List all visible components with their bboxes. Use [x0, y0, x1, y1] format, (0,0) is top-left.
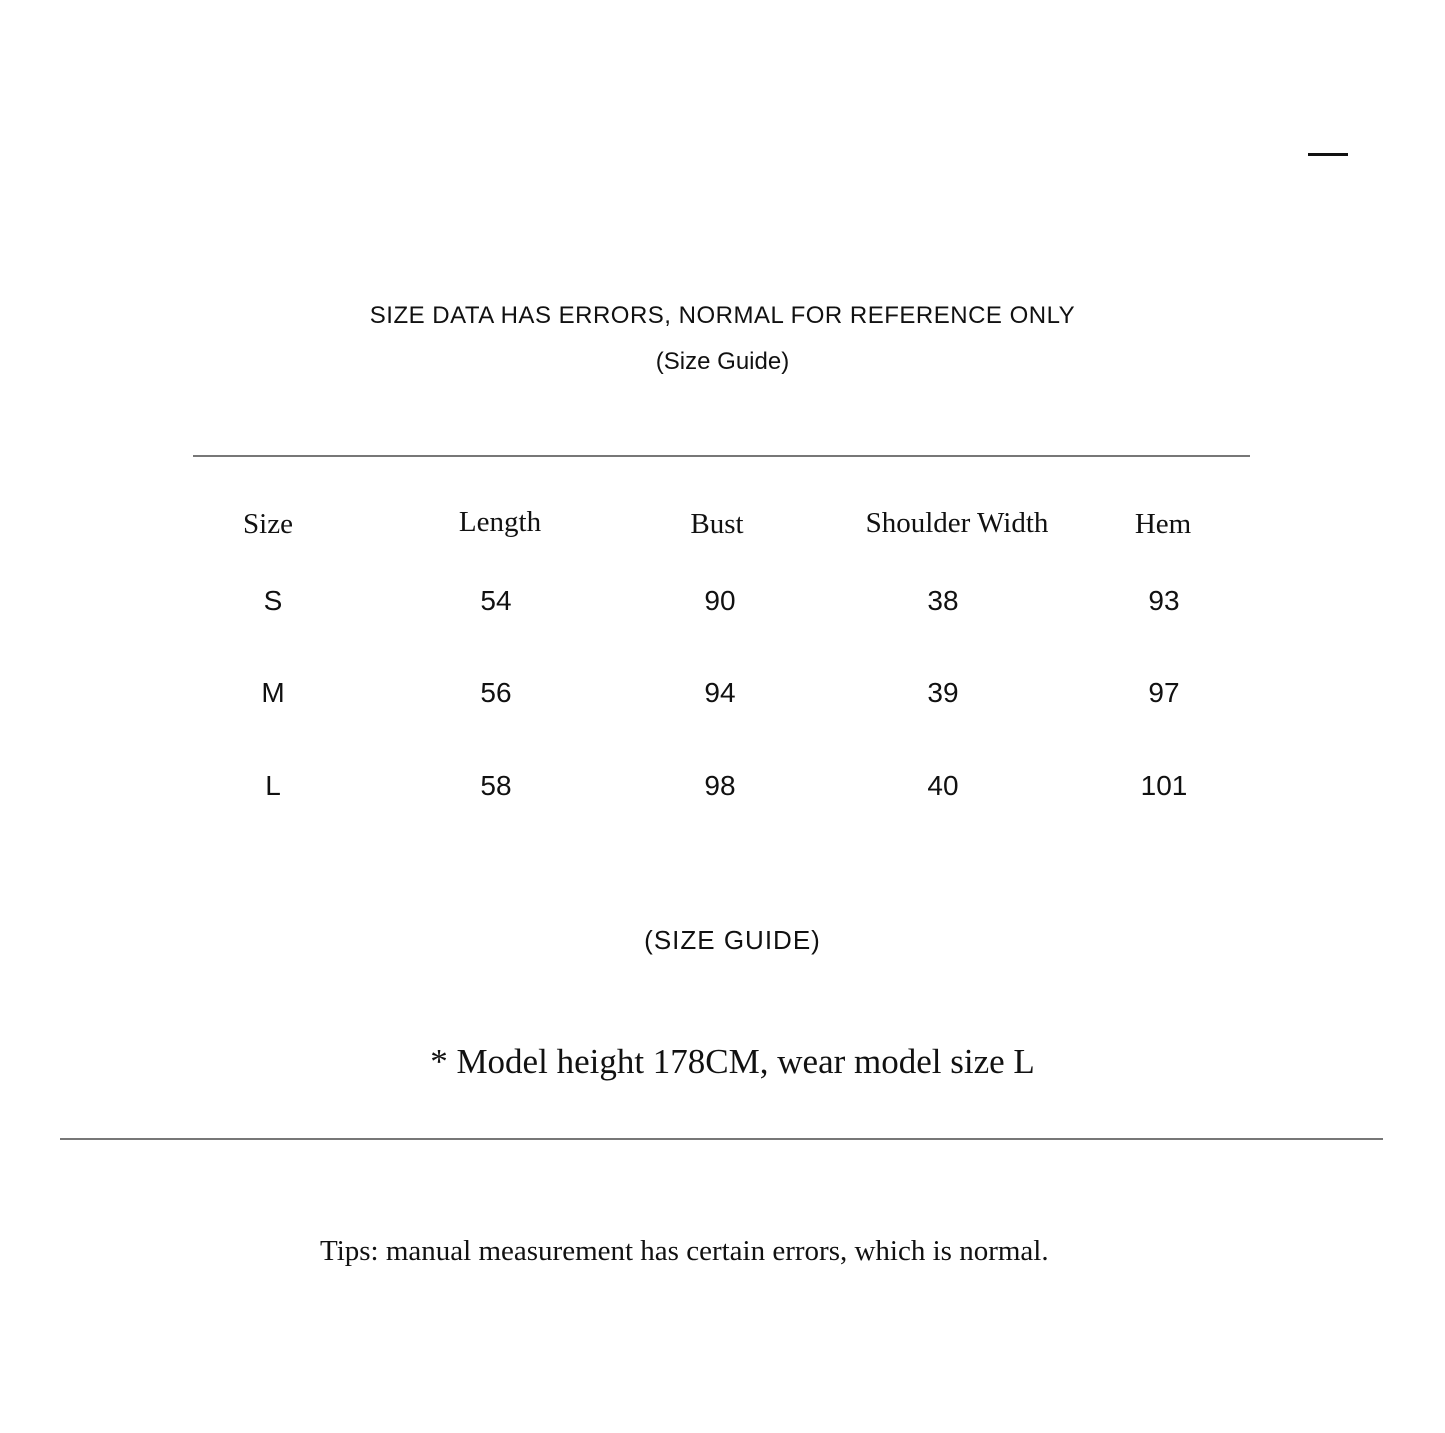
cell-length: 54	[480, 585, 512, 616]
cell-size: S	[263, 585, 283, 616]
cell-size: L	[265, 770, 281, 801]
header-bust: Bust	[690, 508, 744, 540]
cell-bust: 90	[704, 585, 736, 616]
bottom-divider	[60, 1138, 1383, 1140]
cell-length: 58	[480, 770, 512, 801]
dash-mark	[1308, 153, 1348, 156]
cell-hem: 101	[1140, 770, 1188, 801]
header-hem: Hem	[1134, 508, 1192, 540]
cell-shoulder-width: 39	[927, 677, 959, 708]
model-note: * Model height 178CM, wear model size L	[430, 1042, 1035, 1081]
cell-length: 56	[480, 677, 512, 708]
cell-bust: 98	[704, 770, 736, 801]
cell-shoulder-width: 38	[927, 585, 959, 616]
size-guide-label: (SIZE GUIDE)	[644, 925, 821, 955]
header-size: Size	[243, 508, 293, 540]
cell-hem: 97	[1148, 677, 1180, 708]
cell-bust: 94	[704, 677, 736, 708]
header-length: Length	[458, 506, 542, 538]
cell-shoulder-width: 40	[927, 770, 959, 801]
cell-size: M	[261, 677, 285, 708]
reference-notice: SIZE DATA HAS ERRORS, NORMAL FOR REFERENCE ONLY	[369, 302, 1076, 329]
table-top-divider	[193, 455, 1250, 457]
cell-hem: 93	[1148, 585, 1180, 616]
header-shoulder-width: Shoulder Width	[865, 507, 1049, 539]
size-guide-subtitle: (Size Guide)	[655, 348, 790, 375]
tips-text: Tips: manual measurement has certain errors, which is normal.	[320, 1235, 1049, 1267]
